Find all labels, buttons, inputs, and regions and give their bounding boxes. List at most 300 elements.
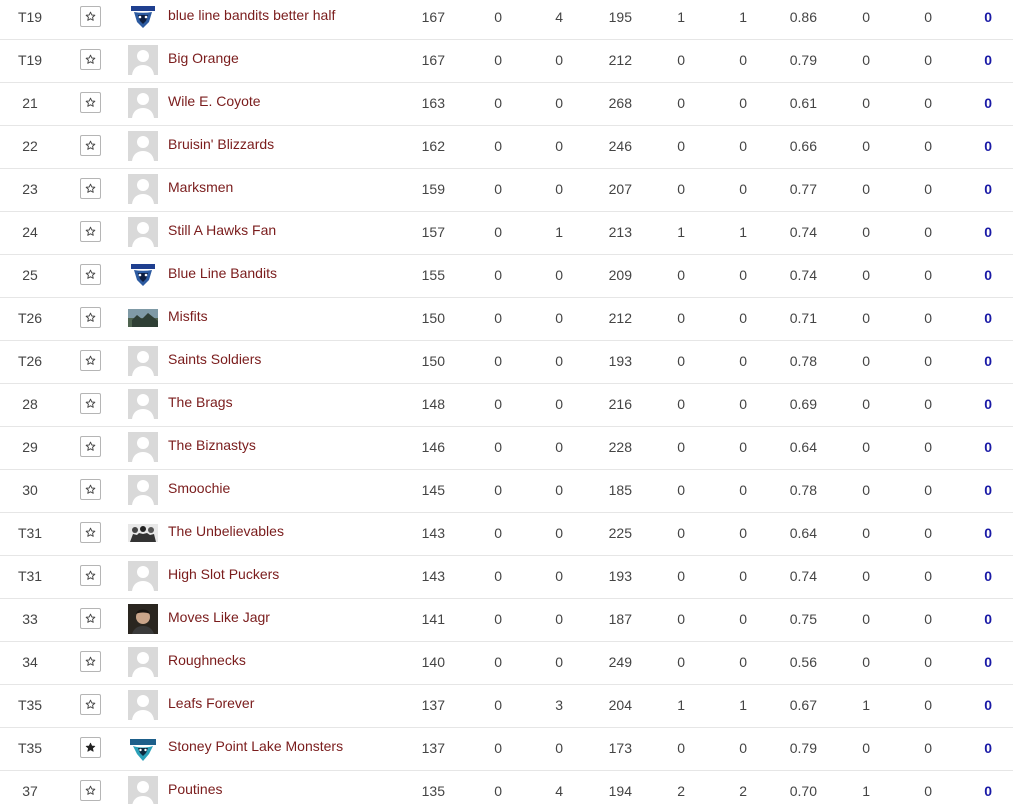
stat-cell: 146 bbox=[421, 439, 445, 455]
team-name-link[interactable]: Bruisin' Blizzards bbox=[168, 136, 275, 152]
default-avatar-icon bbox=[128, 346, 158, 376]
rank-cell: 23 bbox=[22, 181, 38, 197]
table-row bbox=[0, 255, 1013, 298]
stat-cell: 150 bbox=[421, 353, 445, 369]
favorite-star-button[interactable] bbox=[80, 393, 101, 414]
team-name-link[interactable]: High Slot Puckers bbox=[168, 566, 280, 582]
points-cell: 0 bbox=[984, 138, 992, 154]
favorite-star-button[interactable] bbox=[80, 651, 101, 672]
star-outline-icon bbox=[85, 613, 96, 624]
stat-cell: 0 bbox=[862, 95, 870, 111]
stat-cell: 212 bbox=[608, 52, 632, 68]
stat-cell: 0 bbox=[677, 353, 685, 369]
team-avatar bbox=[128, 131, 158, 161]
stat-cell: 1 bbox=[677, 224, 685, 240]
default-avatar-icon bbox=[128, 217, 158, 247]
team-name-link[interactable]: Misfits bbox=[168, 308, 208, 324]
stat-cell: 1 bbox=[862, 697, 870, 713]
favorite-star-button[interactable] bbox=[80, 221, 101, 242]
stat-cell: 0 bbox=[555, 568, 563, 584]
table-row bbox=[0, 341, 1013, 384]
star-outline-icon bbox=[85, 183, 96, 194]
points-cell: 0 bbox=[984, 654, 992, 670]
team-avatar bbox=[128, 303, 158, 333]
star-outline-icon bbox=[85, 785, 96, 796]
stat-cell: 0.64 bbox=[789, 439, 817, 455]
stat-cell: 0 bbox=[924, 439, 932, 455]
stat-cell: 228 bbox=[608, 439, 632, 455]
team-avatar bbox=[128, 561, 158, 591]
stat-cell: 0 bbox=[494, 740, 502, 756]
default-avatar-icon bbox=[128, 647, 158, 677]
stat-cell: 0 bbox=[677, 611, 685, 627]
stat-cell: 173 bbox=[608, 740, 632, 756]
stat-cell: 204 bbox=[608, 697, 632, 713]
stat-cell: 167 bbox=[421, 52, 445, 68]
team-avatar bbox=[128, 389, 158, 419]
stat-cell: 0 bbox=[555, 611, 563, 627]
rank-cell: T26 bbox=[17, 310, 43, 326]
points-cell: 0 bbox=[984, 783, 992, 799]
rank-cell: 37 bbox=[22, 783, 38, 799]
stat-cell: 0 bbox=[677, 654, 685, 670]
points-cell: 0 bbox=[984, 181, 992, 197]
star-outline-icon bbox=[85, 656, 96, 667]
stat-cell: 140 bbox=[421, 654, 445, 670]
points-cell: 0 bbox=[984, 95, 992, 111]
team-avatar bbox=[128, 604, 158, 634]
star-outline-icon bbox=[85, 312, 96, 323]
stat-cell: 0 bbox=[862, 181, 870, 197]
table-row bbox=[0, 470, 1013, 513]
stat-cell: 0 bbox=[555, 267, 563, 283]
stat-cell: 0 bbox=[862, 611, 870, 627]
stat-cell: 145 bbox=[421, 482, 445, 498]
stat-cell: 0 bbox=[739, 525, 747, 541]
stat-cell: 0 bbox=[555, 740, 563, 756]
stat-cell: 0 bbox=[862, 310, 870, 326]
stat-cell: 0 bbox=[677, 310, 685, 326]
star-outline-icon bbox=[85, 441, 96, 452]
rank-cell: 21 bbox=[22, 95, 38, 111]
stat-cell: 0.86 bbox=[789, 9, 817, 25]
rank-cell: 28 bbox=[22, 396, 38, 412]
stat-cell: 1 bbox=[739, 697, 747, 713]
stat-cell: 0 bbox=[555, 181, 563, 197]
points-cell: 0 bbox=[984, 396, 992, 412]
stat-cell: 0 bbox=[739, 95, 747, 111]
stat-cell: 0 bbox=[924, 181, 932, 197]
stat-cell: 0 bbox=[555, 138, 563, 154]
stat-cell: 0.74 bbox=[789, 267, 817, 283]
default-avatar-icon bbox=[128, 475, 158, 505]
stat-cell: 0 bbox=[739, 52, 747, 68]
stat-cell: 0 bbox=[677, 95, 685, 111]
team-name-link[interactable]: Stoney Point Lake Monsters bbox=[168, 738, 344, 754]
star-outline-icon bbox=[85, 226, 96, 237]
stat-cell: 0 bbox=[862, 224, 870, 240]
stat-cell: 0 bbox=[862, 654, 870, 670]
star-outline-icon bbox=[85, 140, 96, 151]
stat-cell: 0.78 bbox=[789, 482, 817, 498]
rank-cell: T26 bbox=[17, 353, 43, 369]
stat-cell: 0 bbox=[494, 9, 502, 25]
stat-cell: 0.61 bbox=[789, 95, 817, 111]
stat-cell: 0 bbox=[555, 525, 563, 541]
favorite-star-button[interactable] bbox=[80, 307, 101, 328]
stat-cell: 0 bbox=[739, 267, 747, 283]
stat-cell: 213 bbox=[608, 224, 632, 240]
team-name-link[interactable]: Leafs Forever bbox=[168, 695, 255, 711]
stat-cell: 0.74 bbox=[789, 568, 817, 584]
team-name-link[interactable]: Blue Line Bandits bbox=[168, 265, 277, 281]
team-name-link[interactable]: Saints Soldiers bbox=[168, 351, 262, 367]
stat-cell: 0.79 bbox=[789, 52, 817, 68]
favorite-star-button[interactable] bbox=[80, 264, 101, 285]
stat-cell: 0 bbox=[494, 353, 502, 369]
rank-cell: 34 bbox=[22, 654, 38, 670]
table-row bbox=[0, 556, 1013, 599]
points-cell: 0 bbox=[984, 267, 992, 283]
stat-cell: 0 bbox=[677, 439, 685, 455]
table-row bbox=[0, 513, 1013, 556]
rank-cell: T19 bbox=[17, 9, 43, 25]
stat-cell: 0 bbox=[494, 654, 502, 670]
stat-cell: 4 bbox=[555, 783, 563, 799]
rank-cell: T35 bbox=[17, 740, 43, 756]
points-cell: 0 bbox=[984, 482, 992, 498]
stat-cell: 0 bbox=[862, 482, 870, 498]
favorite-star-button[interactable] bbox=[80, 565, 101, 586]
favorite-star-button[interactable] bbox=[80, 608, 101, 629]
table-row bbox=[0, 685, 1013, 728]
star-outline-icon bbox=[85, 699, 96, 710]
bandits-logo-icon bbox=[128, 260, 158, 290]
favorite-star-button[interactable] bbox=[80, 178, 101, 199]
rank-cell: T35 bbox=[17, 697, 43, 713]
stat-cell: 0 bbox=[862, 9, 870, 25]
rank-cell: 22 bbox=[22, 138, 38, 154]
stat-cell: 0 bbox=[739, 310, 747, 326]
photo-group-icon bbox=[128, 518, 158, 548]
bandits-logo-icon bbox=[128, 2, 158, 32]
stat-cell: 0.69 bbox=[789, 396, 817, 412]
team-name-link[interactable]: Roughnecks bbox=[168, 652, 246, 668]
star-outline-icon bbox=[85, 527, 96, 538]
points-cell: 0 bbox=[984, 525, 992, 541]
stat-cell: 143 bbox=[421, 525, 445, 541]
stat-cell: 0 bbox=[494, 396, 502, 412]
points-cell: 0 bbox=[984, 9, 992, 25]
table-row bbox=[0, 384, 1013, 427]
points-cell: 0 bbox=[984, 310, 992, 326]
photo-portrait-icon bbox=[128, 604, 158, 634]
stat-cell: 0 bbox=[494, 224, 502, 240]
stat-cell: 0 bbox=[862, 439, 870, 455]
points-cell: 0 bbox=[984, 568, 992, 584]
stat-cell: 0 bbox=[494, 310, 502, 326]
favorite-star-button[interactable] bbox=[80, 135, 101, 156]
stat-cell: 3 bbox=[555, 697, 563, 713]
stat-cell: 194 bbox=[608, 783, 632, 799]
stat-cell: 1 bbox=[739, 224, 747, 240]
stat-cell: 135 bbox=[421, 783, 445, 799]
team-avatar bbox=[128, 776, 158, 804]
stat-cell: 0 bbox=[555, 353, 563, 369]
team-name-link[interactable]: Still A Hawks Fan bbox=[168, 222, 277, 238]
rank-cell: T31 bbox=[17, 525, 43, 541]
stat-cell: 0 bbox=[494, 267, 502, 283]
stat-cell: 0.64 bbox=[789, 525, 817, 541]
stat-cell: 207 bbox=[608, 181, 632, 197]
stat-cell: 0 bbox=[555, 482, 563, 498]
stat-cell: 0 bbox=[677, 181, 685, 197]
stat-cell: 0 bbox=[739, 740, 747, 756]
stat-cell: 0 bbox=[739, 654, 747, 670]
stat-cell: 167 bbox=[421, 9, 445, 25]
stat-cell: 0.70 bbox=[789, 783, 817, 799]
star-outline-icon bbox=[85, 269, 96, 280]
stat-cell: 0 bbox=[924, 52, 932, 68]
favorite-star-button[interactable] bbox=[80, 737, 101, 758]
stat-cell: 0 bbox=[677, 740, 685, 756]
stat-cell: 0 bbox=[924, 267, 932, 283]
points-cell: 0 bbox=[984, 611, 992, 627]
stat-cell: 0 bbox=[924, 482, 932, 498]
stat-cell: 187 bbox=[608, 611, 632, 627]
rank-cell: T19 bbox=[17, 52, 43, 68]
star-outline-icon bbox=[85, 570, 96, 581]
default-avatar-icon bbox=[128, 432, 158, 462]
stat-cell: 0 bbox=[924, 740, 932, 756]
team-name-link[interactable]: Moves Like Jagr bbox=[168, 609, 270, 625]
stat-cell: 0 bbox=[555, 654, 563, 670]
stat-cell: 1 bbox=[862, 783, 870, 799]
team-name-link[interactable]: Smoochie bbox=[168, 480, 231, 496]
stat-cell: 268 bbox=[608, 95, 632, 111]
star-outline-icon bbox=[85, 11, 96, 22]
stat-cell: 2 bbox=[739, 783, 747, 799]
default-avatar-icon bbox=[128, 174, 158, 204]
stat-cell: 0 bbox=[862, 52, 870, 68]
stat-cell: 0 bbox=[494, 138, 502, 154]
stat-cell: 0 bbox=[739, 396, 747, 412]
stat-cell: 0.78 bbox=[789, 353, 817, 369]
rank-cell: 33 bbox=[22, 611, 38, 627]
table-row bbox=[0, 0, 1013, 40]
table-row bbox=[0, 83, 1013, 126]
stat-cell: 209 bbox=[608, 267, 632, 283]
star-outline-icon bbox=[85, 484, 96, 495]
table-row bbox=[0, 427, 1013, 470]
stat-cell: 0 bbox=[924, 525, 932, 541]
default-avatar-icon bbox=[128, 690, 158, 720]
stat-cell: 0 bbox=[555, 52, 563, 68]
rank-cell: 29 bbox=[22, 439, 38, 455]
stat-cell: 0 bbox=[924, 224, 932, 240]
team-avatar bbox=[128, 217, 158, 247]
stat-cell: 0 bbox=[494, 697, 502, 713]
stat-cell: 1 bbox=[739, 9, 747, 25]
stat-cell: 143 bbox=[421, 568, 445, 584]
stat-cell: 0 bbox=[739, 138, 747, 154]
stat-cell: 0 bbox=[739, 568, 747, 584]
stat-cell: 212 bbox=[608, 310, 632, 326]
stat-cell: 0 bbox=[494, 52, 502, 68]
team-avatar bbox=[128, 2, 158, 32]
table-row bbox=[0, 599, 1013, 642]
points-cell: 0 bbox=[984, 224, 992, 240]
favorite-star-button[interactable] bbox=[80, 92, 101, 113]
team-name-link[interactable]: Poutines bbox=[168, 781, 223, 797]
stat-cell: 0.79 bbox=[789, 740, 817, 756]
stat-cell: 163 bbox=[421, 95, 445, 111]
stat-cell: 148 bbox=[421, 396, 445, 412]
stat-cell: 0 bbox=[924, 697, 932, 713]
stat-cell: 0 bbox=[924, 568, 932, 584]
stat-cell: 0 bbox=[862, 267, 870, 283]
stat-cell: 0 bbox=[494, 783, 502, 799]
team-avatar bbox=[128, 174, 158, 204]
team-avatar bbox=[128, 733, 158, 763]
stat-cell: 0 bbox=[555, 439, 563, 455]
team-name-link[interactable]: The Unbelievables bbox=[168, 523, 284, 539]
team-name-link[interactable]: blue line bandits better half bbox=[168, 7, 336, 23]
stat-cell: 0 bbox=[862, 138, 870, 154]
favorite-star-button[interactable] bbox=[80, 49, 101, 70]
stat-cell: 0 bbox=[555, 396, 563, 412]
default-avatar-icon bbox=[128, 561, 158, 591]
default-avatar-icon bbox=[128, 131, 158, 161]
stat-cell: 4 bbox=[555, 9, 563, 25]
stat-cell: 193 bbox=[608, 568, 632, 584]
points-cell: 0 bbox=[984, 439, 992, 455]
team-name-link[interactable]: The Biznastys bbox=[168, 437, 256, 453]
stat-cell: 0 bbox=[739, 611, 747, 627]
team-name-link[interactable]: The Brags bbox=[168, 394, 233, 410]
stat-cell: 0 bbox=[924, 95, 932, 111]
favorite-star-button[interactable] bbox=[80, 436, 101, 457]
stat-cell: 0.75 bbox=[789, 611, 817, 627]
default-avatar-icon bbox=[128, 776, 158, 804]
stat-cell: 0 bbox=[677, 138, 685, 154]
stat-cell: 0 bbox=[494, 181, 502, 197]
stat-cell: 0.67 bbox=[789, 697, 817, 713]
points-cell: 0 bbox=[984, 740, 992, 756]
stat-cell: 0 bbox=[924, 9, 932, 25]
team-name-link[interactable]: Wile E. Coyote bbox=[168, 93, 261, 109]
stat-cell: 0 bbox=[924, 310, 932, 326]
favorite-star-button[interactable] bbox=[80, 780, 101, 801]
stat-cell: 0 bbox=[862, 740, 870, 756]
stat-cell: 137 bbox=[421, 740, 445, 756]
stat-cell: 0 bbox=[494, 568, 502, 584]
team-avatar bbox=[128, 518, 158, 548]
stat-cell: 0 bbox=[494, 525, 502, 541]
stat-cell: 0 bbox=[862, 353, 870, 369]
stat-cell: 150 bbox=[421, 310, 445, 326]
favorite-star-button[interactable] bbox=[80, 694, 101, 715]
favorite-star-button[interactable] bbox=[80, 6, 101, 27]
rank-cell: 24 bbox=[22, 224, 38, 240]
stat-cell: 1 bbox=[677, 9, 685, 25]
stat-cell: 0 bbox=[739, 439, 747, 455]
default-avatar-icon bbox=[128, 45, 158, 75]
stat-cell: 193 bbox=[608, 353, 632, 369]
team-avatar bbox=[128, 45, 158, 75]
stat-cell: 0.71 bbox=[789, 310, 817, 326]
stat-cell: 0.56 bbox=[789, 654, 817, 670]
stat-cell: 185 bbox=[608, 482, 632, 498]
stat-cell: 0 bbox=[494, 439, 502, 455]
team-name-link[interactable]: Marksmen bbox=[168, 179, 234, 195]
stat-cell: 0 bbox=[677, 525, 685, 541]
team-avatar bbox=[128, 475, 158, 505]
table-row bbox=[0, 169, 1013, 212]
stat-cell: 0 bbox=[924, 353, 932, 369]
star-outline-icon bbox=[85, 355, 96, 366]
stat-cell: 0 bbox=[862, 396, 870, 412]
stat-cell: 0 bbox=[924, 396, 932, 412]
team-avatar bbox=[128, 88, 158, 118]
stat-cell: 0 bbox=[862, 525, 870, 541]
star-outline-icon bbox=[85, 54, 96, 65]
stat-cell: 246 bbox=[608, 138, 632, 154]
stat-cell: 0 bbox=[494, 611, 502, 627]
stat-cell: 2 bbox=[677, 783, 685, 799]
stat-cell: 0 bbox=[677, 267, 685, 283]
favorite-star-button[interactable] bbox=[80, 522, 101, 543]
stat-cell: 216 bbox=[608, 396, 632, 412]
stat-cell: 159 bbox=[421, 181, 445, 197]
star-outline-icon bbox=[85, 398, 96, 409]
stat-cell: 195 bbox=[608, 9, 632, 25]
rank-cell: 30 bbox=[22, 482, 38, 498]
stat-cell: 0 bbox=[924, 654, 932, 670]
team-avatar bbox=[128, 690, 158, 720]
stat-cell: 0 bbox=[739, 482, 747, 498]
stat-cell: 0 bbox=[677, 482, 685, 498]
stat-cell: 162 bbox=[421, 138, 445, 154]
stat-cell: 0 bbox=[494, 95, 502, 111]
table-row bbox=[0, 642, 1013, 685]
stat-cell: 0 bbox=[739, 353, 747, 369]
team-name-link[interactable]: Big Orange bbox=[168, 50, 239, 66]
star-outline-icon bbox=[85, 97, 96, 108]
team-avatar bbox=[128, 346, 158, 376]
table-row bbox=[0, 126, 1013, 169]
rank-cell: 25 bbox=[22, 267, 38, 283]
stat-cell: 0 bbox=[677, 52, 685, 68]
favorite-star-button[interactable] bbox=[80, 350, 101, 371]
stat-cell: 0.66 bbox=[789, 138, 817, 154]
default-avatar-icon bbox=[128, 389, 158, 419]
stat-cell: 0 bbox=[677, 568, 685, 584]
stat-cell: 0.77 bbox=[789, 181, 817, 197]
team-avatar bbox=[128, 432, 158, 462]
stat-cell: 1 bbox=[555, 224, 563, 240]
table-row bbox=[0, 728, 1013, 771]
stat-cell: 0 bbox=[924, 783, 932, 799]
favorite-star-button[interactable] bbox=[80, 479, 101, 500]
rank-cell: T31 bbox=[17, 568, 43, 584]
stat-cell: 225 bbox=[608, 525, 632, 541]
photo-landscape-icon bbox=[128, 303, 158, 333]
table-row bbox=[0, 40, 1013, 83]
table-row bbox=[0, 771, 1013, 804]
stat-cell: 155 bbox=[421, 267, 445, 283]
default-avatar-icon bbox=[128, 88, 158, 118]
